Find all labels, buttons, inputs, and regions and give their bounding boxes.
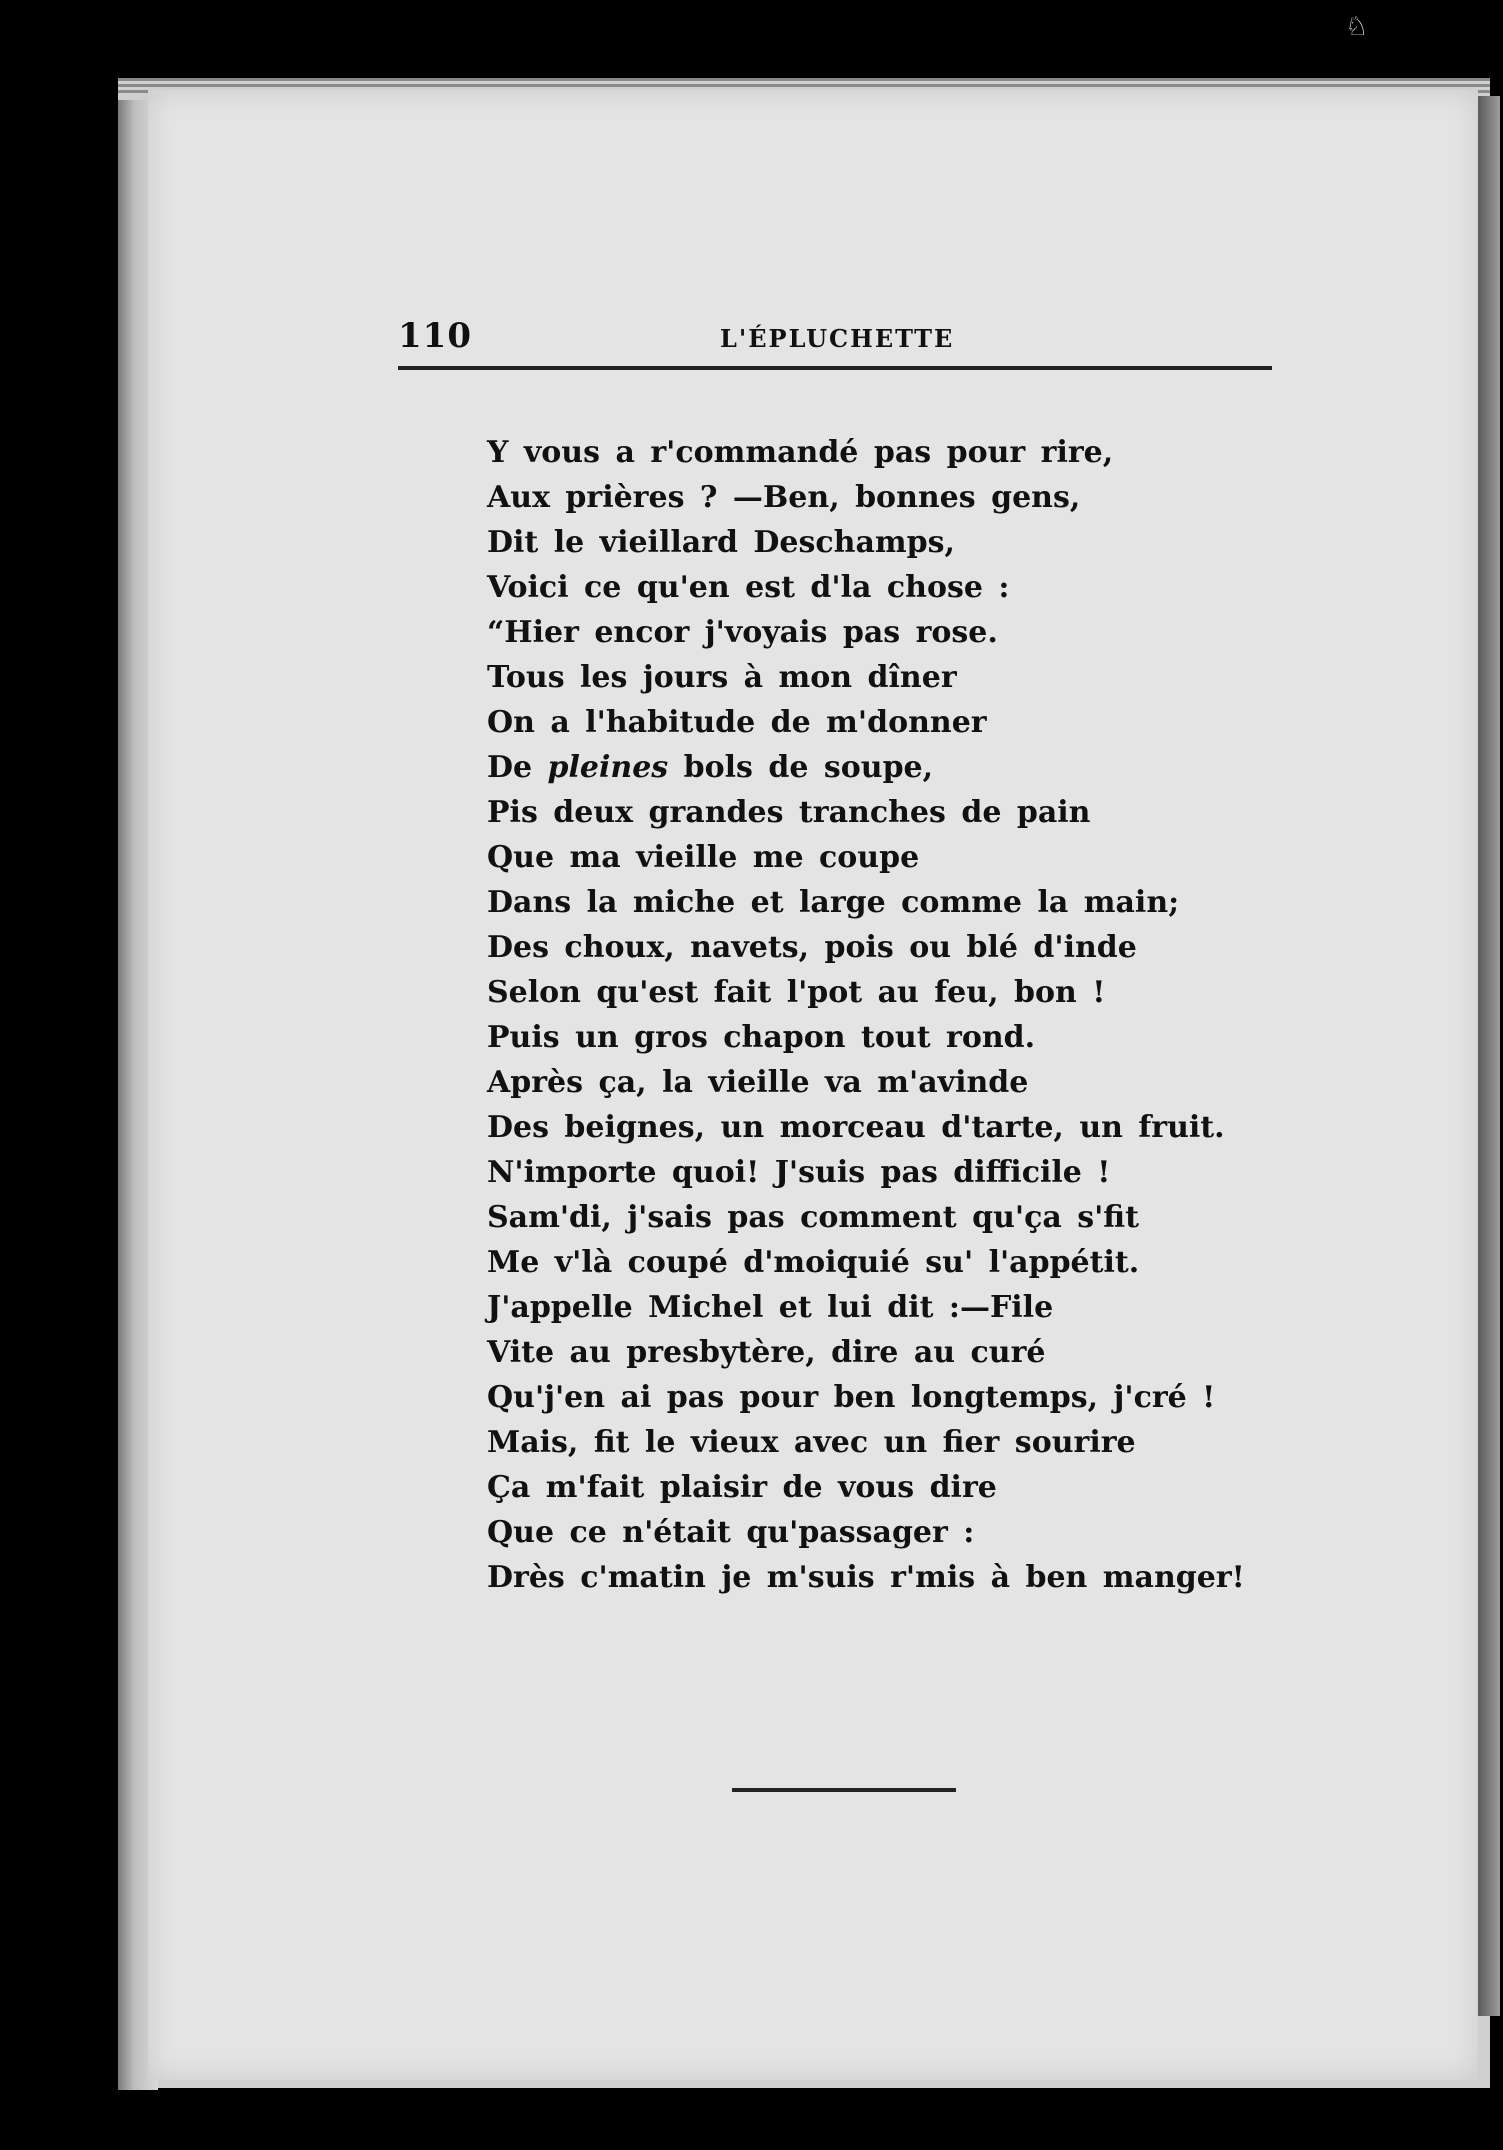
poem-line: Des choux, navets, pois ou blé d'inde (487, 930, 1137, 965)
running-title: L'ÉPLUCHETTE (720, 324, 955, 353)
poem-line: “Hier encor j'voyais pas rose. (487, 615, 998, 650)
poem-line: Puis un gros chapon tout rond. (487, 1020, 1036, 1055)
poem-line: Que ce n'était qu'passager : (487, 1515, 975, 1550)
poem-line: Mais, fit le vieux avec un fier sourire (487, 1425, 1136, 1460)
poem-line: Dans la miche et large comme la main; (487, 885, 1180, 920)
page-header (398, 316, 1270, 360)
page-right-edge (1478, 96, 1500, 2016)
poem-line: Des beignes, un morceau d'tarte, un fruit. (487, 1110, 1225, 1145)
poem-line: Selon qu'est fait l'pot au feu, bon ! (487, 975, 1106, 1010)
poem-line: Sam'di, j'sais pas comment qu'ça s'fit (487, 1200, 1139, 1235)
poem-line: N'importe quoi! J'suis pas difficile ! (487, 1155, 1111, 1190)
poem-line: Pis deux grandes tranches de pain (487, 795, 1091, 830)
poem-line: On a l'habitude de m'donner (487, 705, 987, 740)
poem-line: Y vous a r'commandé pas pour rire, (487, 435, 1114, 470)
poem-line: Aux prières ? —Ben, bonnes gens, (487, 480, 1081, 515)
poem-line: Drès c'matin je m'suis r'mis à ben manger! (487, 1560, 1245, 1595)
poem-line: Tous les jours à mon dîner (487, 660, 957, 695)
page-edge-line (118, 84, 1490, 87)
italic-word: pleines (547, 750, 669, 785)
header-rule (398, 366, 1272, 370)
page-edge-line (118, 78, 1490, 81)
poem-line: Voici ce qu'en est d'la chose : (487, 570, 1010, 605)
poem-line: Me v'là coupé d'moiquié su' l'appétit. (487, 1245, 1140, 1280)
scanner-mark-icon: ♘ (1345, 12, 1369, 42)
poem-line: Dit le vieillard Deschamps, (487, 525, 955, 560)
poem-line: Qu'j'en ai pas pour ben longtemps, j'cré ! (487, 1380, 1216, 1415)
poem-line: Vite au presbytère, dire au curé (487, 1335, 1046, 1370)
poem-line: J'appelle Michel et lui dit :—File (487, 1290, 1054, 1325)
poem-line: De pleines bols de soupe, (487, 750, 934, 785)
end-rule (732, 1788, 956, 1792)
poem-line: Que ma vieille me coupe (487, 840, 920, 875)
poem-line: Ça m'fait plaisir de vous dire (487, 1470, 997, 1505)
poem-text (487, 430, 1245, 1600)
page-number: 110 (398, 316, 472, 356)
poem-line: Après ça, la vieille va m'avinde (487, 1065, 1029, 1100)
